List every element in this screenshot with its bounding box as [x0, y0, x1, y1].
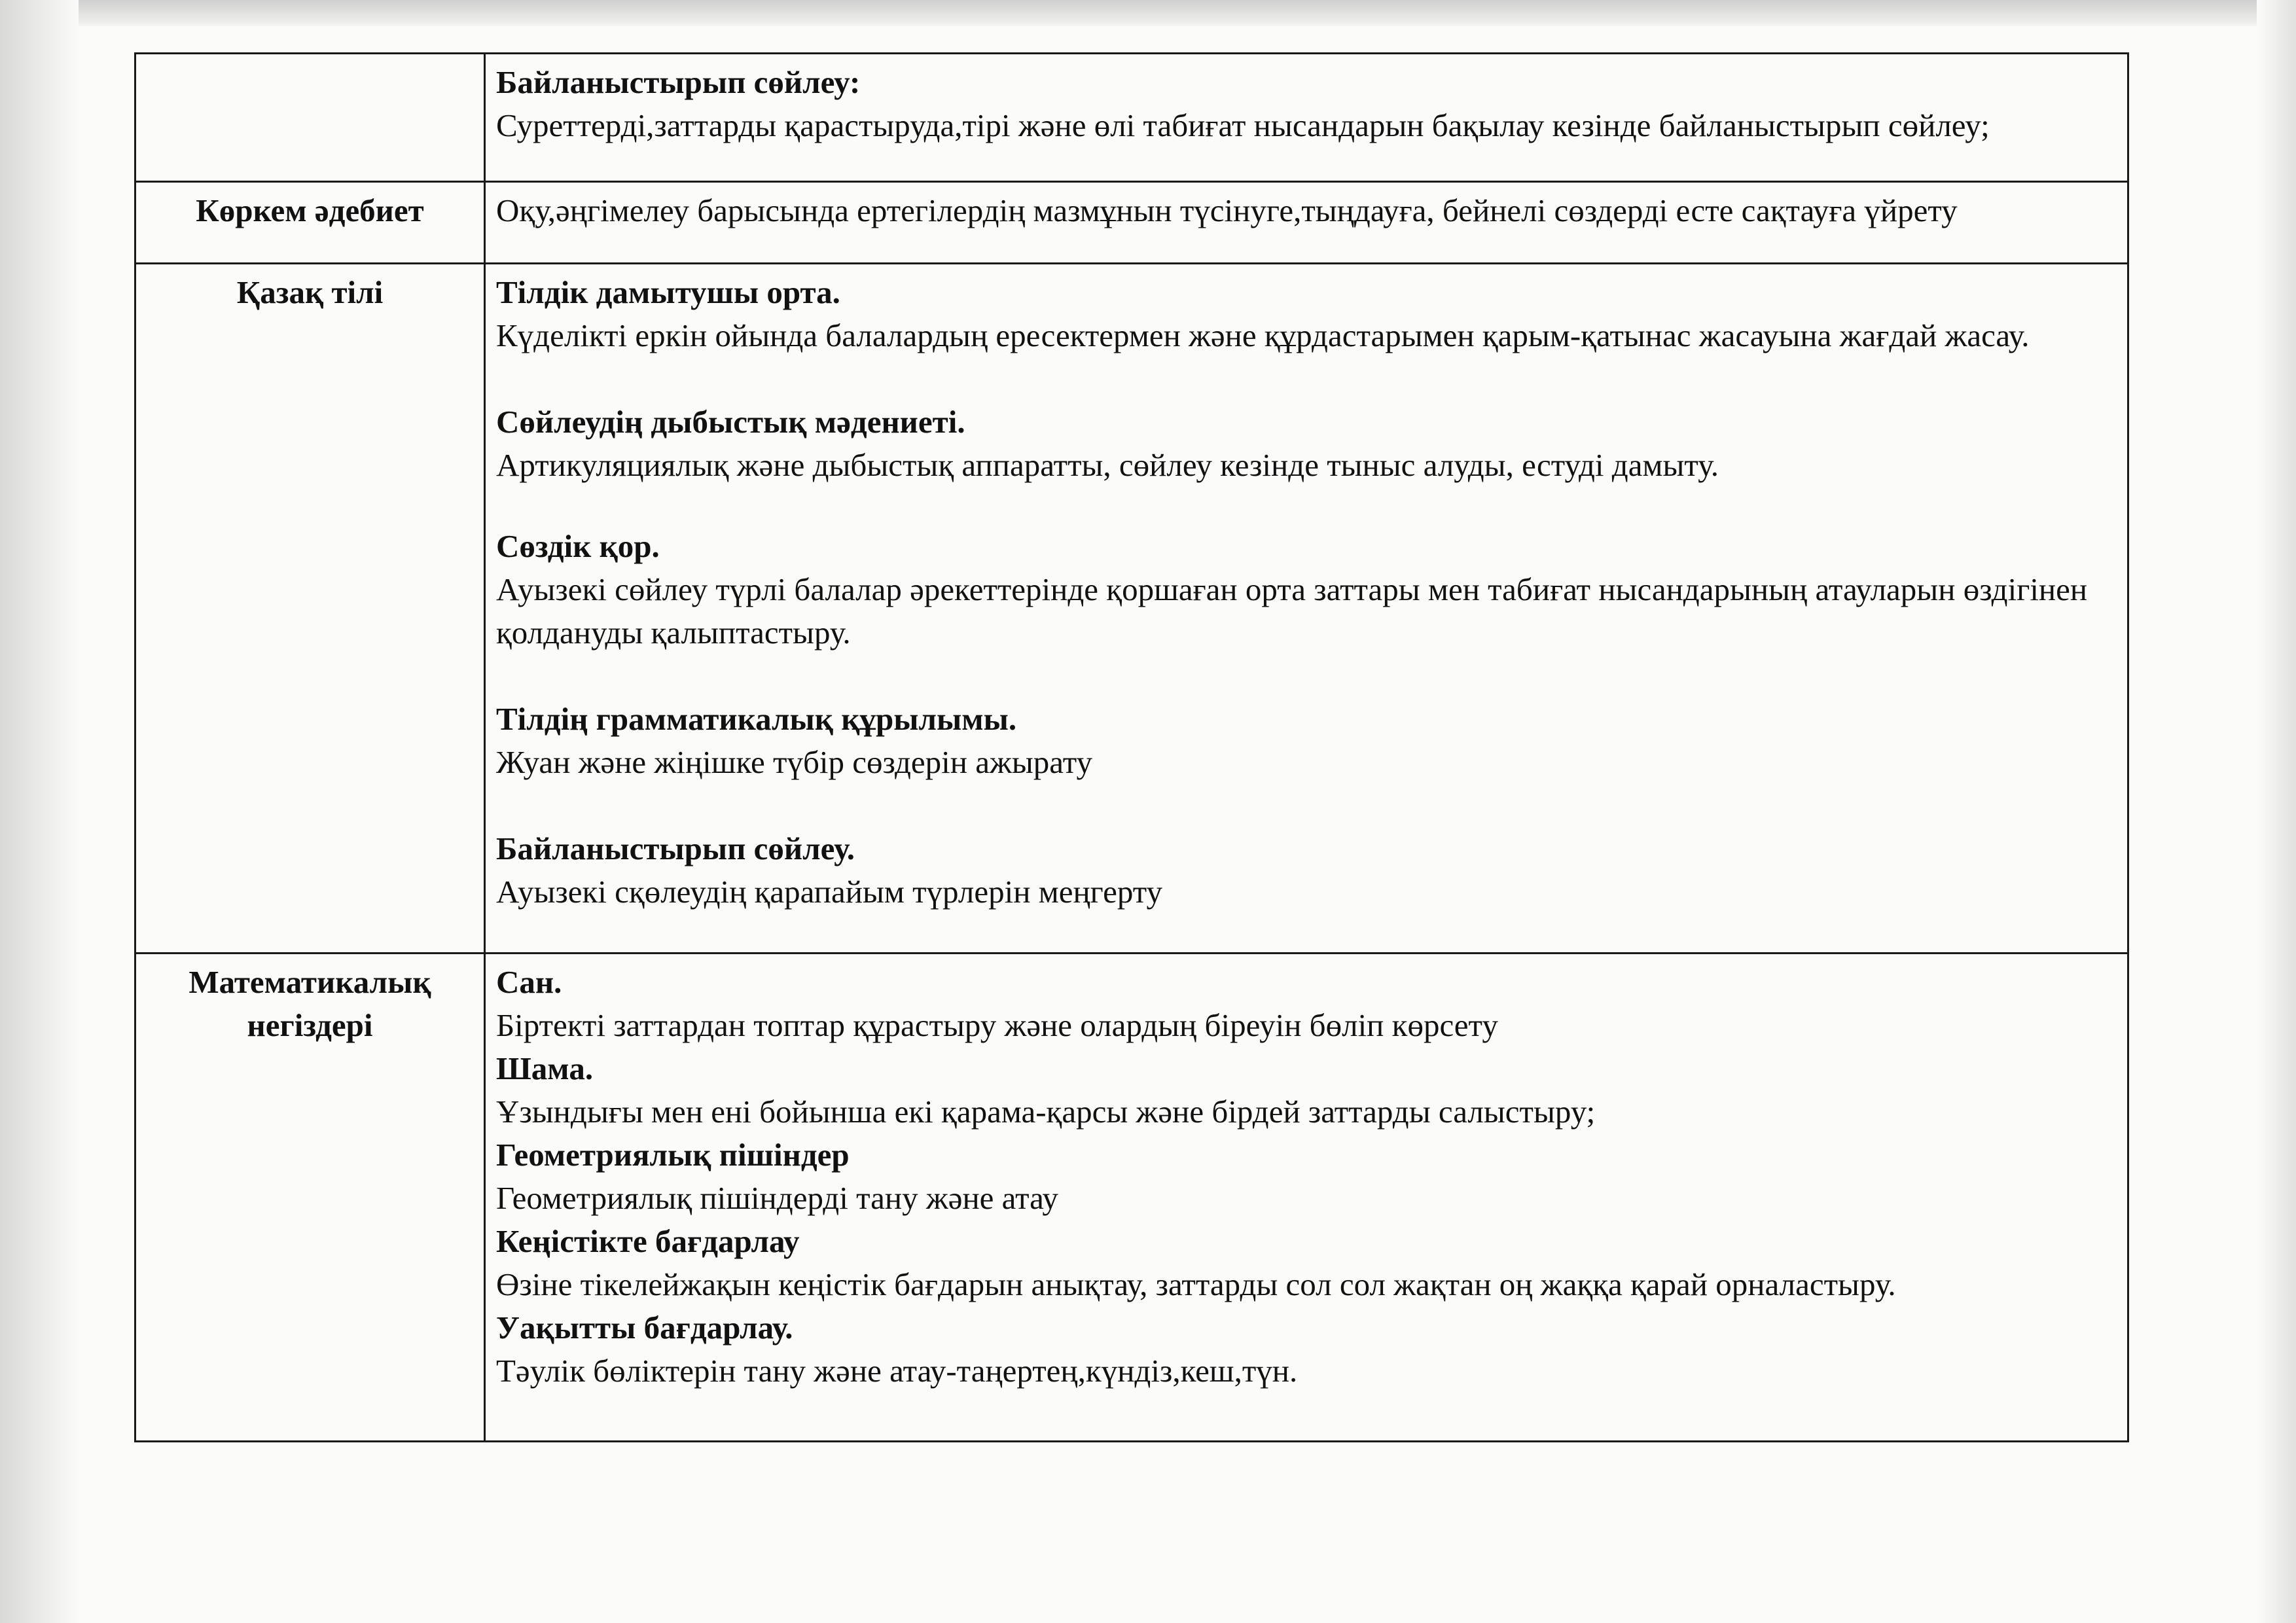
table-row — [135, 264, 2128, 954]
section-text: Ауызекі сөйлеу түрлі балалар әрекеттерінде қоршаған орта заттары мен табиғат нысандарының атауларын өздігінен қолдануды қалыптастыру. — [496, 571, 2088, 651]
table-row — [135, 54, 2128, 182]
section-text: Суреттерді,заттарды қарастыруда,тірі және өлі табиғат нысандарын бақылау кезінде байланыстырып сөйлеу; — [496, 107, 1990, 143]
section-heading: Сөздік қор. — [496, 528, 660, 564]
spacer — [496, 654, 2117, 698]
section-text: Геометриялық пішіндерді тану және атау — [496, 1180, 1058, 1216]
table-row — [135, 182, 2128, 264]
section-heading: Тілдік дамытушы орта. — [496, 274, 840, 310]
content-cell — [485, 182, 2128, 264]
section-text: Оқу,әңгімелеу барысында ертегілердің мазмұнын түсінуге,тыңдауға, бейнелі сөздерді есте сақтауға үйрету — [496, 192, 1958, 228]
scan-shadow-top — [0, 0, 2296, 26]
spacer — [496, 487, 2117, 525]
section-text: Күделікті еркін ойында балалардың ересектермен және құрдастарымен қарым-қатынас жасауына жағдай жасау. — [496, 317, 2030, 353]
section-text: Ауызекі сқөлеудің қарапайым түрлерін меңгерту — [496, 874, 1162, 910]
section-text: Жуан және жіңішке түбір сөздерін ажырату — [496, 744, 1092, 780]
spacer — [496, 357, 2117, 401]
curriculum-table — [134, 52, 2129, 1442]
section-text: Тәулік бөліктерін тану және атау-таңертең,күндіз,кеш,түн. — [496, 1353, 1298, 1389]
subject-cell — [135, 54, 485, 182]
subject-cell: Қазақ тілі — [135, 264, 485, 954]
section-heading: Кеңістікте бағдарлау — [496, 1223, 800, 1259]
section-heading: Тілдің грамматикалық құрылымы. — [496, 701, 1017, 737]
section-heading: Геометриялық пішіндер — [496, 1137, 850, 1173]
content-cell — [485, 54, 2128, 182]
table-row — [135, 954, 2128, 1442]
scan-shadow-left — [0, 0, 79, 1623]
content-cell — [485, 264, 2128, 954]
section-text: Біртекті заттардан топтар құрастыру және олардың біреуін бөліп көрсету — [496, 1007, 1498, 1043]
spacer — [496, 784, 2117, 827]
section-heading: Сөйлеудің дыбыстық мәдениеті. — [496, 404, 965, 440]
section-heading: Байланыстырып сөйлеу. — [496, 830, 855, 866]
content-cell — [485, 954, 2128, 1442]
section-text: Ұзындығы мен ені бойынша екі қарама-қарсы және бірдей заттарды салыстыру; — [496, 1094, 1596, 1130]
section-text: Артикуляциялық және дыбыстық аппаратты, сөйлеу кезінде тыныс алуды, естуді дамыту. — [496, 447, 1719, 483]
scan-shadow-right — [2257, 0, 2296, 1623]
subject-cell: Көркем әдебиет — [135, 182, 485, 264]
section-heading: Шама. — [496, 1050, 594, 1086]
section-heading: Сан. — [496, 964, 562, 1000]
section-text: Өзіне тікелейжақын кеңістік бағдарын анықтау, заттарды сол сол жақтан оң жаққа қарай орналастыру. — [496, 1266, 1896, 1302]
section-heading: Байланыстырып сөйлеу: — [496, 64, 861, 100]
section-heading: Уақытты бағдарлау. — [496, 1310, 793, 1346]
subject-cell: Математикалық негіздері — [135, 954, 485, 1442]
